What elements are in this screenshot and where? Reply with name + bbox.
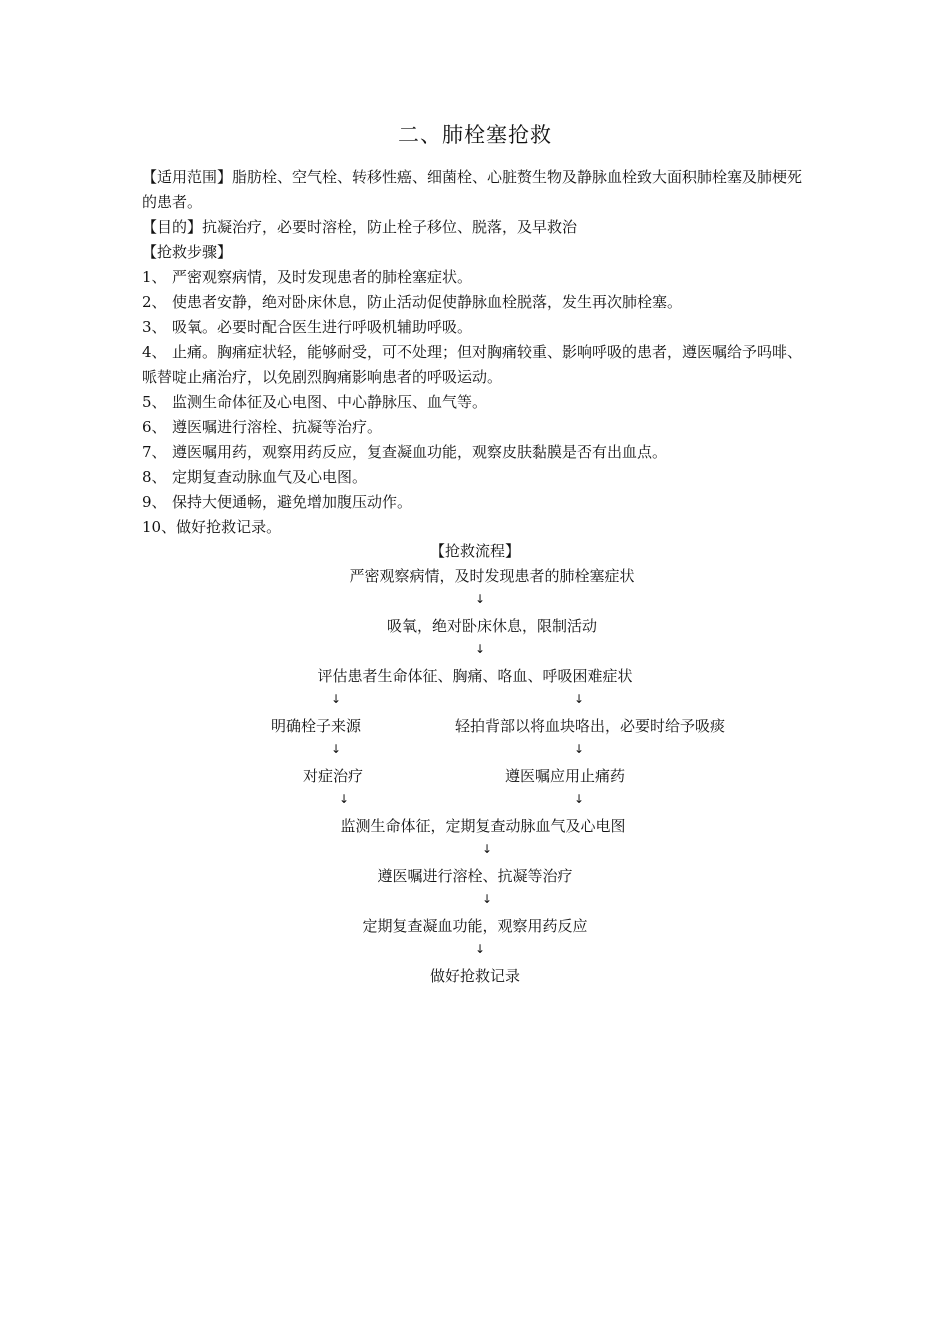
- scope-paragraph: [142, 165, 814, 215]
- flow-node-coagulation: 定期复查凝血功能，观察用药反应: [362, 917, 588, 935]
- step-item: [142, 290, 814, 315]
- flow-node-symptomatic: 对症治疗: [303, 767, 364, 785]
- step-number: 9、: [142, 493, 167, 511]
- flow-arrow-down-icon: ↓: [574, 792, 585, 806]
- flow-node-back-pat: 轻拍背部以将血块咯出，必要时给予吸痰: [455, 717, 726, 735]
- flow-node-monitor: 监测生命体征，定期复查动脉血气及心电图: [340, 817, 626, 835]
- purpose-label: 【目的】: [142, 218, 203, 236]
- step-number: 2、: [142, 293, 167, 311]
- step-number: 10、: [142, 518, 177, 536]
- step-number: 3、: [142, 318, 167, 336]
- step-text: 使患者安静，绝对卧床休息，防止活动促使静脉血栓脱落，发生再次肺栓塞。: [172, 293, 683, 311]
- step-number: 6、: [142, 418, 167, 436]
- step-item: [142, 415, 814, 440]
- flow-arrow-down-icon: ↓: [482, 892, 493, 906]
- purpose-text: 抗凝治疗，必要时溶栓，防止栓子移位、脱落，及早救治: [202, 218, 578, 236]
- flow-arrow-down-icon: ↓: [475, 642, 486, 656]
- flow-node-record: 做好抢救记录: [429, 967, 520, 985]
- document-body: [142, 165, 814, 540]
- step-text: 止痛。胸痛症状轻，能够耐受，可不处理；但对胸痛较重、影响呼吸的患者，遵医嘱给予吗啡、哌替啶止痛治疗，以免剧烈胸痛影响患者的呼吸运动。: [142, 343, 803, 386]
- step-number: 7、: [142, 443, 167, 461]
- step-text: 遵医嘱进行溶栓、抗凝等治疗。: [172, 418, 383, 436]
- step-text: 做好抢救记录。: [176, 518, 282, 536]
- step-item: [142, 465, 814, 490]
- flow-arrow-down-icon: ↓: [475, 942, 486, 956]
- step-item: [142, 315, 814, 340]
- flow-arrow-down-icon: ↓: [331, 742, 342, 756]
- step-item: [142, 390, 814, 415]
- flow-node-thrombolysis: 遵医嘱进行溶栓、抗凝等治疗: [377, 867, 573, 885]
- flow-arrow-down-icon: ↓: [339, 792, 350, 806]
- steps-heading: 【抢救步骤】: [142, 243, 233, 261]
- step-text: 吸氧。必要时配合医生进行呼吸机辅助呼吸。: [172, 318, 473, 336]
- flow-node-analgesic: 遵医嘱应用止痛药: [505, 767, 626, 785]
- step-item: [142, 490, 814, 515]
- flow-arrow-down-icon: ↓: [475, 592, 486, 606]
- flow-node-oxygen: 吸氧，绝对卧床休息，限制活动: [386, 617, 597, 635]
- step-item: [142, 440, 814, 465]
- step-text: 严密观察病情，及时发现患者的肺栓塞症状。: [172, 268, 473, 286]
- flow-arrow-down-icon: ↓: [482, 842, 493, 856]
- flow-arrow-down-icon: ↓: [574, 742, 585, 756]
- step-text: 监测生命体征及心电图、中心静脉压、血气等。: [172, 393, 488, 411]
- scope-text: 脂肪栓、空气栓、转移性癌、细菌栓、心脏赘生物及静脉血栓致大面积肺栓塞及肺梗死的患者。: [142, 168, 803, 211]
- scope-label: 【适用范围】: [142, 168, 233, 186]
- step-text: 遵医嘱用药，观察用药反应，复查凝血功能，观察皮肤黏膜是否有出血点。: [172, 443, 668, 461]
- step-item: [142, 265, 814, 290]
- step-text: 保持大便通畅，避免增加腹压动作。: [172, 493, 413, 511]
- flow-node-assess: 评估患者生命体征、胸痛、咯血、呼吸困难症状: [317, 667, 633, 685]
- step-item: [142, 515, 814, 540]
- page-title: 二、肺栓塞抢救: [398, 123, 552, 147]
- step-number: 5、: [142, 393, 167, 411]
- flow-heading: 【抢救流程】: [429, 542, 520, 560]
- flow-arrow-down-icon: ↓: [574, 692, 585, 706]
- flow-arrow-down-icon: ↓: [331, 692, 342, 706]
- flow-node-observe: 严密观察病情，及时发现患者的肺栓塞症状: [349, 567, 635, 585]
- step-number: 4、: [142, 343, 167, 361]
- step-text: 定期复查动脉血气及心电图。: [172, 468, 368, 486]
- step-number: 8、: [142, 468, 167, 486]
- step-number: 1、: [142, 268, 167, 286]
- step-item: [142, 340, 814, 390]
- purpose-paragraph: [142, 215, 814, 240]
- flow-node-embolus-source: 明确栓子来源: [271, 717, 362, 735]
